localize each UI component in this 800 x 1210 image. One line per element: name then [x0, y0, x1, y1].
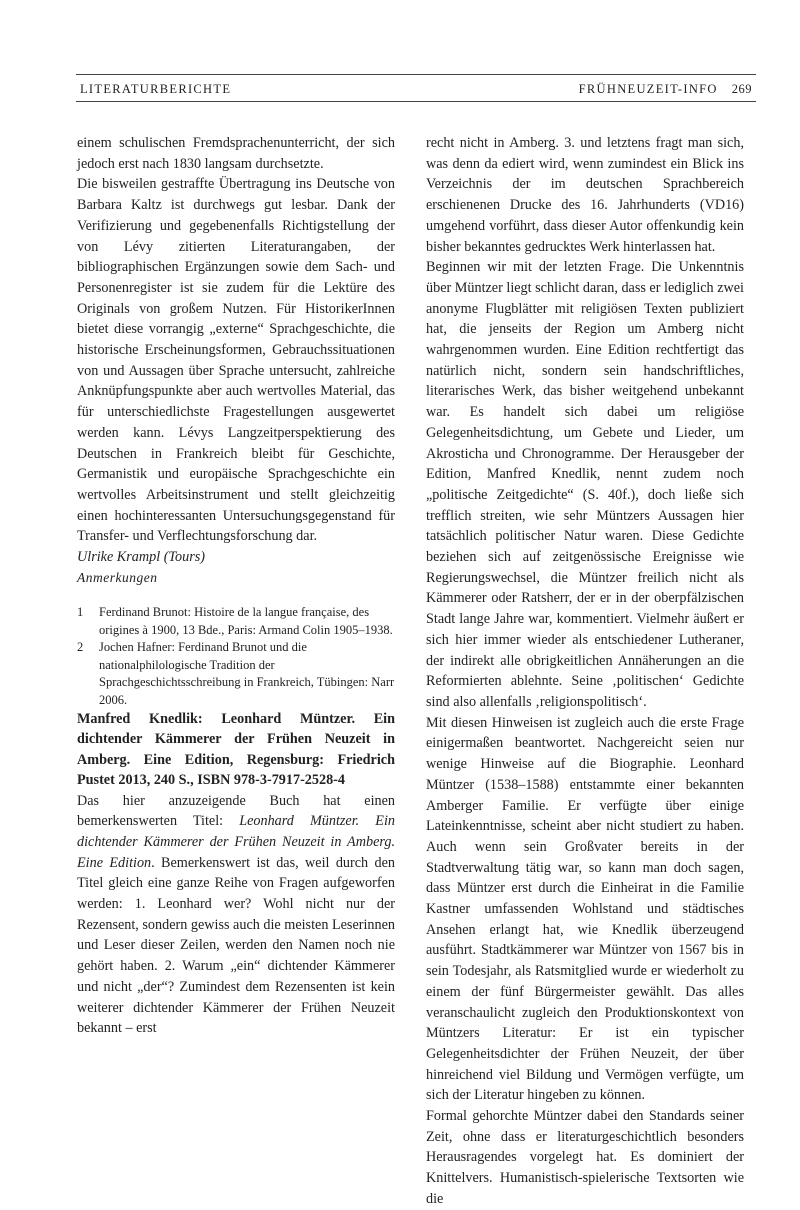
footnotes — [77, 604, 395, 708]
footnote — [77, 639, 395, 709]
section-title: LITERATURBERICHTE — [80, 82, 232, 96]
footnote-text: Ferdinand Brunot: Histoire de la langue française, des origines à 1900, 13 Bde., Paris: Armand Colin 1905–1938. — [99, 605, 393, 637]
footnote-number: 2 — [77, 640, 84, 655]
paragraph — [77, 791, 395, 1039]
left-column — [77, 133, 395, 1039]
book-title: Leonhard Müntzer. Ein dichtender Kämmerer der Frühen Neuzeit in Amberg. Eine Edition — [77, 813, 395, 871]
review-signature: Ulrike Krampl (Tours) — [77, 549, 205, 566]
paragraph: Mit diesen Hinweisen ist zugleich auch die erste Frage einigermaßen beantwortet. Nachgereicht seien nur wenige Hinweise auf die Biographie. Leonhard Müntzer (1538–1588) entstammte einer bekannten Amberger Familie. Er verfügte über einige Lateinkenntnisse, scheint aber nicht studiert zu haben. Auch wenn sein Großvater bereits in der Stadtverwaltung tätig war, so kann man doch sagen, dass Müntzer erst durch die Einheirat in die Familie Kastner umfassenden Wohlstand und städtisches Ansehen erlangt hat, wie Knedlik überzeugend ausführt. Stadtkämmerer war Müntzer von 1567 bis in sein Todesjahr, als Ratsmitglied wurde er wiederholt zu einem der fünf Bürgermeister gewählt. Das alles veranschaulicht zugleich den Produktionskontext von Müntzers Literatur: Er ist ein typischer Gelegenheitsdichter der Frühen Neuzeit, der über hinreichend viel Bildung und Vermögen verfügte, um sich der Literatur hingeben zu können. — [426, 714, 744, 1104]
journal-title-block — [579, 82, 752, 97]
footnote-text: Jochen Hafner: Ferdinand Brunot und die nationalphilologische Tradition der Sprachgeschichtsschreibung in Frankreich, Tübingen: Narr 2006. — [99, 640, 395, 707]
review-heading: Manfred Knedlik: Leonhard Müntzer. Ein dichtender Kämmerer der Frühen Neuzeit in Amberg. Eine Edition, Regensburg: Friedrich Pustet 2013, 240 S., ISBN 978-3-7917-2528-4 — [77, 710, 395, 789]
intro-text: Das hier anzuzeigende Buch hat einen bemerkenswerten Titel: — [77, 792, 395, 830]
running-header — [76, 74, 756, 102]
paragraph: einem schulischen Fremdsprachenunterricht, der sich jedoch erst nach 1830 langsam durchsetzte. — [77, 135, 395, 172]
paragraph: recht nicht in Amberg. 3. und letztens fragt man sich, was denn da ediert wird, wenn zumindest ein Blick ins Verzeichnis der im deutschen Sprachbereich erschienenen Drucke des 16. Jahrhunderts (VD16) umgehend vorführt, dass dieser Autor offenkundig kein bisher bekanntes gedrucktes Werk hinterlassen hat. — [426, 135, 744, 255]
right-column — [426, 133, 744, 1210]
page-number: 269 — [731, 82, 752, 96]
footnote — [77, 604, 395, 639]
paragraph: Die bisweilen gestraffte Übertragung ins Deutsche von Barbara Kaltz ist durchwegs gut lesbar. Dank der Verifizierung und gegebenenfalls Richtigstellung der von Lévy zitierten Literaturangaben, der bibliographischen Ergänzungen sowie dem Sach- und Personenregister ist sie zudem für die Lektüre des Originals von großem Nutzen. Für HistorikerInnen bietet diese vorrangig „externe“ Sprachgeschichte, die historische Erscheinungsformen, Gebrauchssituationen von und Aussagen über Sprache untersucht, zahlreiche Anknüpfungspunkte aber auch wertvolles Material, das für unterschiedlichste Fragestellungen ausgewertet werden kann. Lévys Langzeitperspektierung des Deutschen in Frankreich bleibt für Geschichte, Germanistik und europäische Sprachgeschichte ein wertvolles Arbeitsinstrument und stellt gleichzeitig einen hochinteressanten Untersuchungsgegenstand für Transfer- und Verflechtungsforschung dar. — [77, 176, 395, 545]
paragraph: Beginnen wir mit der letzten Frage. Die Unkenntnis über Müntzer liegt schlicht daran, dass er lediglich zwei anonyme Flugblätter mit religiösen Texten publiziert hat, die jenseits der Region um Amberg nicht wahrgenommen wurden. Eine Edition rechtfertigt das natürlich nicht, sondern sein handschriftliches, literarisches Werk, das bisher weitgehend unbekannt war. Es handelt sich dabei um religiöse Gelegenheitsdichtung, um Gebete und Lieder, um Akrosticha und Chronogramme. Der Herausgeber der Edition, Manfred Knedlik, nennt zudem noch „politische Zeitgedichte“ (S. 40f.), doch ließe sich trefflich streiten, wie sehr Müntzers Aussagen hier tatsächlich politischer Natur waren. Diese Gedichte beziehen sich auf zeitgenössische Ereignisse wie Regierungswechsel, die Müntzer freilich nicht als Kämmerer oder Ratsherr, der er in der oberpfälzischen Stadt lange Jahre war, kommentiert. Vielmehr äußert er sich hier immer wieder als entschiedener Lutheraner, der indirekt alle obrigkeitlichen Annäherungen an die Reformierten ablehnte. Seine ‚politischen‘ Gedichte sind also allenfalls ‚religionspolitisch‘. — [426, 259, 744, 710]
footnote-number: 1 — [77, 605, 84, 620]
paragraph: Formal gehorchte Müntzer dabei den Standards seiner Zeit, ohne dass er literaturgeschichtlich besonders Herausragendes vorgelegt hat. Es dominiert der Knittelvers. Humanistisch-spielerische Textsorten wie die — [426, 1108, 744, 1207]
journal-title: FRÜHNEUZEIT-INFO — [578, 82, 718, 96]
intro-text-continued: . Bemerkenswert ist das, weil durch den Titel gleich eine ganze Reihe von Fragen aufgeworfen werden: 1. Leonhard wer? Wohl nicht nur der Rezensent, sondern gewiss auch die meisten Leserinnen und Leser dieser Zeilen, werden den Namen noch nie gehört haben. 2. Warum „ein“ dichtender Kämmerer und nicht „der“? Zumindest dem Rezensenten ist kein weiterer dichtender Kämmerer der Frühen Neuzeit bekannt – erst — [77, 854, 395, 1037]
notes-heading: Anmerkungen — [77, 569, 158, 585]
